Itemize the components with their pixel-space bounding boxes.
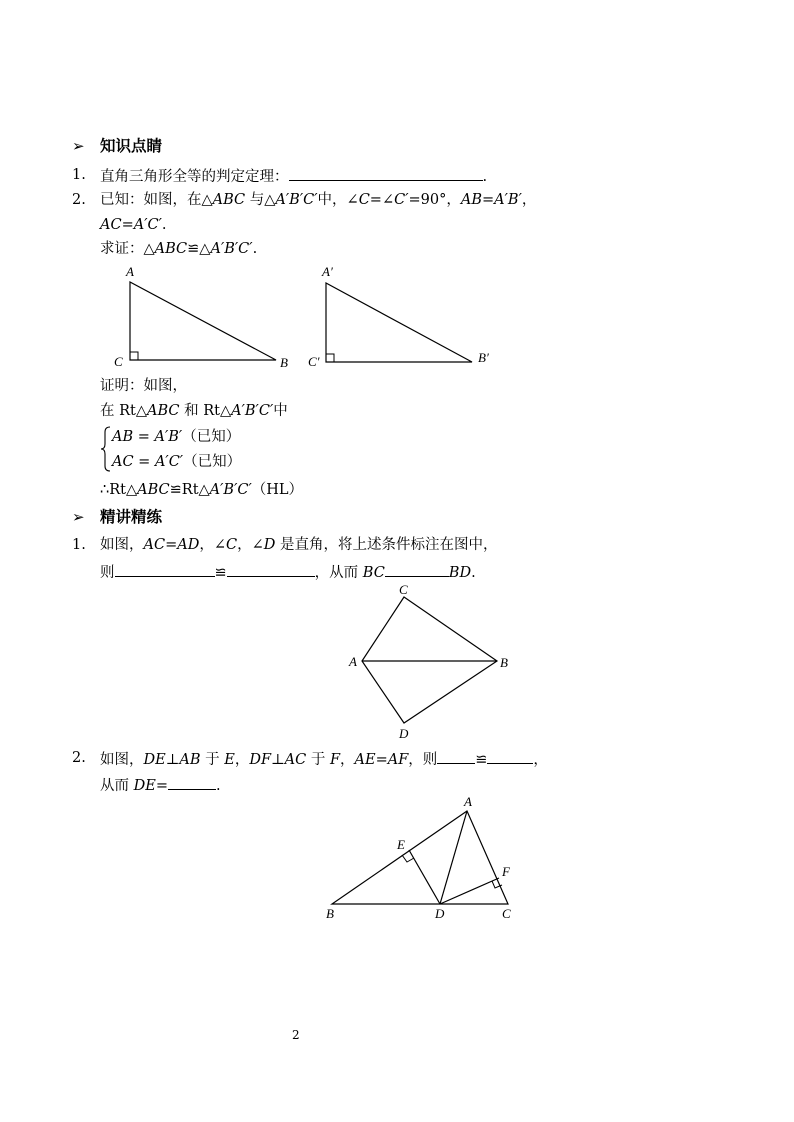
label-C: C: [399, 582, 408, 597]
label-C: C: [502, 906, 511, 921]
section-marker-icon: ➢: [72, 508, 85, 526]
label-B: B: [280, 355, 288, 370]
label-D: D: [435, 906, 445, 921]
section-title-practice: 精讲精练: [100, 508, 163, 526]
proof-line1: 证明：如图，: [100, 378, 187, 394]
item-number: 1.: [72, 167, 86, 183]
figure-quadrilateral: [340, 580, 520, 740]
brace-icon: [100, 426, 112, 472]
practice2-line2: 从而 DE= .: [100, 775, 221, 795]
answer-blank[interactable]: [289, 166, 483, 181]
label-A: A: [126, 264, 134, 279]
item1-text: [100, 166, 487, 186]
label-A: A: [349, 654, 357, 669]
label-D: D: [399, 726, 409, 740]
section-title-knowledge: 知识点睛: [100, 137, 163, 155]
answer-blank[interactable]: [168, 775, 216, 790]
practice1-line2: 则 ≌ ，从而 BC BD.: [100, 562, 476, 582]
item2-given-line2: AC=A′C′.: [100, 217, 167, 233]
triangle-abc: [114, 264, 288, 370]
label-C: C: [114, 354, 123, 369]
proof-conclusion: ∴Rt△ABC≌Rt△A′B′C′（HL）: [100, 482, 304, 498]
item2-prove-line: 求证：△ABC≌△A′B′C′.: [100, 241, 258, 257]
label-E: E: [397, 837, 405, 852]
answer-blank[interactable]: [487, 749, 533, 764]
figure-two-right-triangles: [100, 262, 520, 374]
section-marker-icon: ➢: [72, 137, 85, 155]
label-B: B: [326, 906, 334, 921]
label-A: A: [464, 794, 472, 809]
label-C-prime: C′: [308, 354, 320, 369]
answer-blank[interactable]: [385, 562, 449, 577]
item-number: 1.: [72, 537, 86, 553]
page-number: 2: [292, 1028, 300, 1042]
item2-given-line1: 已知：如图，在△ABC 与△A′B′C′中，∠C=∠C′=90°，AB=A′B′，: [100, 192, 537, 208]
answer-blank[interactable]: [437, 749, 475, 764]
figure-triangle-def: [320, 790, 530, 925]
item1-prompt: 直角三角形全等的判定定理：: [100, 169, 289, 185]
proof-line2: 在 Rt△ABC 和 Rt△A′B′C′中: [100, 403, 288, 419]
proof-case1: AB = A′B′（已知）: [112, 429, 241, 445]
practice2-line1: 如图，DE⊥AB 于 E，DF⊥AC 于 F，AE=AF，则 ≌ ，: [100, 749, 548, 769]
answer-blank[interactable]: [115, 562, 215, 577]
label-B: B: [500, 655, 508, 670]
practice1-line1: 如图，AC=AD，∠C，∠D 是直角，将上述条件标注在图中，: [100, 537, 498, 553]
label-A-prime: A′: [322, 264, 333, 279]
item-number: 2.: [72, 192, 86, 208]
item1-period: .: [482, 169, 488, 185]
item-number: 2.: [72, 750, 86, 766]
answer-blank[interactable]: [227, 562, 315, 577]
label-B-prime: B′: [478, 350, 489, 365]
label-F: F: [502, 864, 510, 879]
triangle-abc-prime: [308, 264, 489, 369]
proof-case2: AC = A′C′（已知）: [112, 454, 242, 470]
